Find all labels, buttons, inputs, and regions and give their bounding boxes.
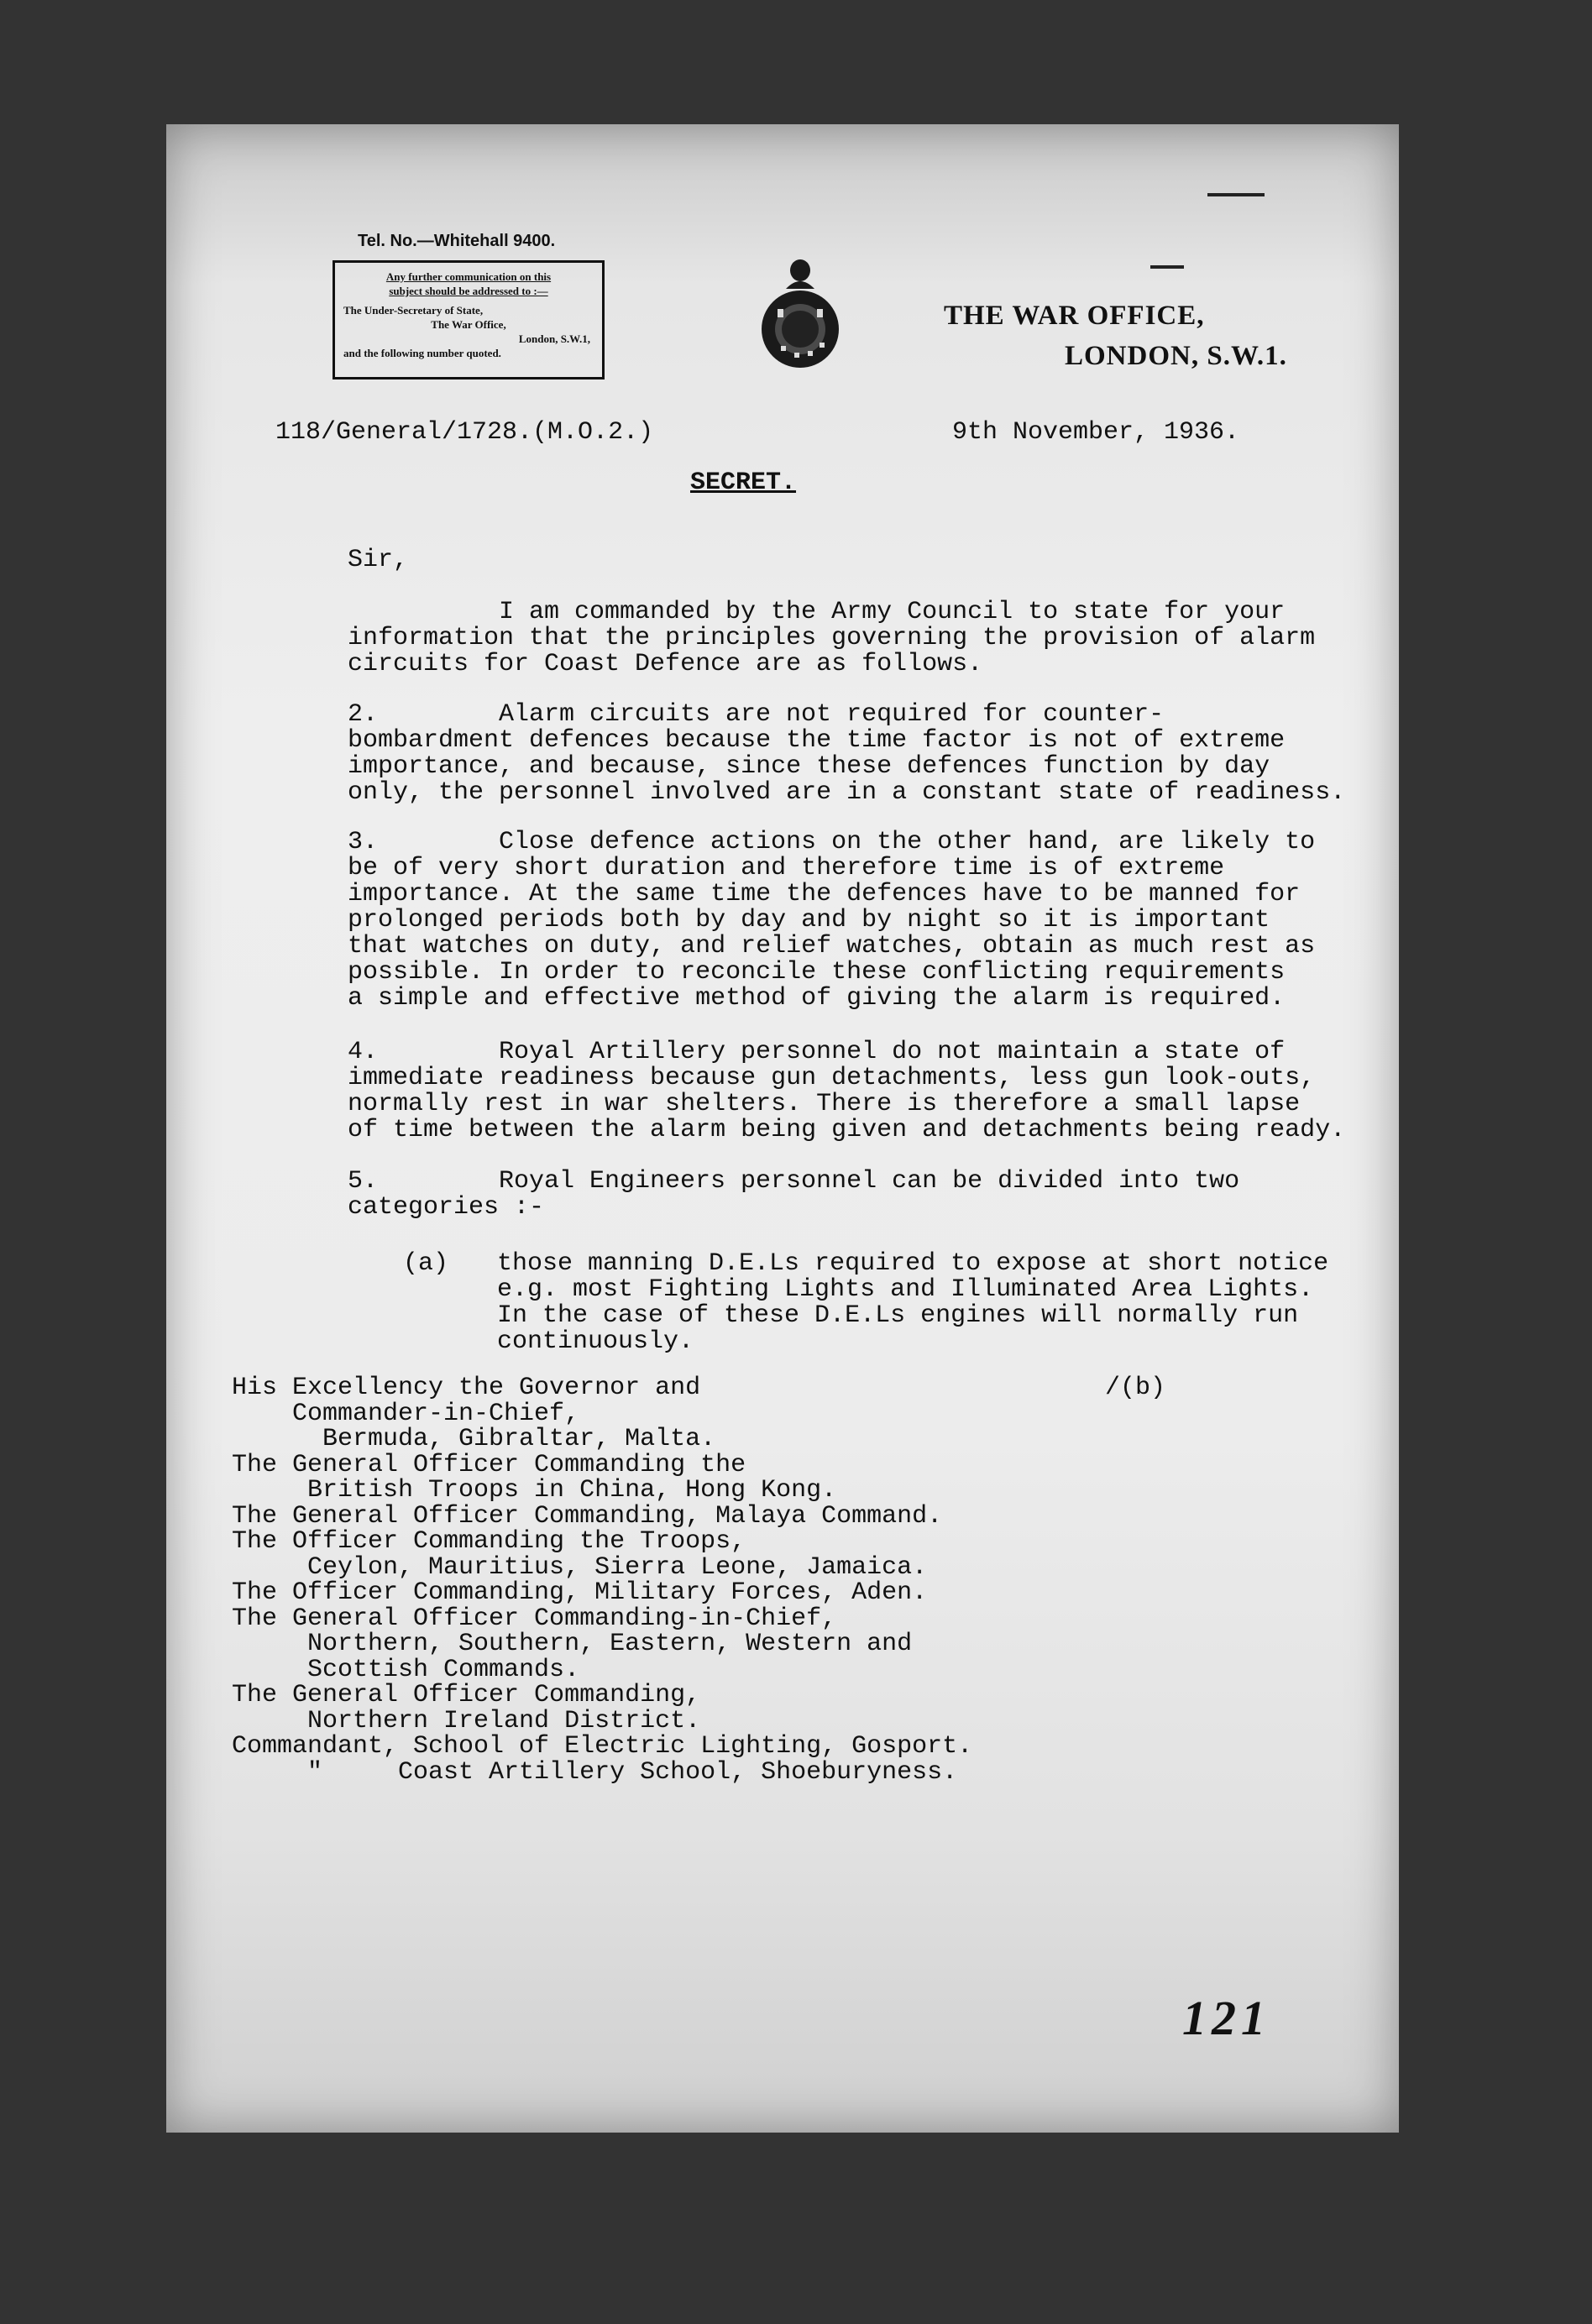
distribution-list bbox=[232, 1375, 972, 1785]
paragraph-line: Royal Artillery personnel do not maintain a state of bbox=[499, 1038, 1286, 1066]
subparagraph-line: In the case of these D.E.Ls engines will normally run bbox=[497, 1301, 1299, 1330]
distribution-line: The Officer Commanding the Troops, bbox=[232, 1527, 746, 1556]
distribution-line: The Officer Commanding, Military Forces, Aden. bbox=[232, 1578, 928, 1607]
distribution-line: Commander-in-Chief, bbox=[232, 1399, 580, 1428]
subparagraph-a bbox=[403, 1251, 1328, 1355]
distribution-line: British Troops in China, Hong Kong. bbox=[232, 1476, 837, 1505]
distribution-line: The General Officer Commanding-in-Chief, bbox=[232, 1604, 837, 1633]
distribution-line: The General Officer Commanding, bbox=[232, 1681, 701, 1709]
subparagraph-line: continuously. bbox=[497, 1327, 694, 1356]
distribution-line: The General Officer Commanding the bbox=[232, 1450, 746, 1479]
paragraph-line: a simple and effective method of giving the alarm is required. bbox=[348, 984, 1286, 1013]
paragraph-line: Close defence actions on the other hand, are likely to bbox=[499, 828, 1316, 856]
paragraph-line: that watches on duty, and relief watches, obtain as much rest as bbox=[348, 932, 1316, 960]
paragraph-2 bbox=[348, 702, 1345, 806]
page-number: 121 bbox=[1182, 1991, 1270, 2045]
ink-mark bbox=[1207, 193, 1265, 196]
distribution-line: Scottish Commands. bbox=[232, 1655, 580, 1684]
paragraph-line: circuits for Coast Defence are as follows. bbox=[348, 650, 983, 678]
address-instruction-box bbox=[333, 260, 605, 379]
subparagraph-label: (a) bbox=[403, 1249, 449, 1278]
paragraph-line: I am commanded by the Army Council to state for your bbox=[499, 598, 1286, 626]
subparagraph-line: those manning D.E.Ls required to expose at short notice bbox=[497, 1249, 1329, 1278]
paragraph-line: of time between the alarm being given and detachments being ready. bbox=[348, 1116, 1346, 1144]
box-line: subject should be addressed to :— bbox=[389, 285, 548, 297]
letter-page bbox=[166, 124, 1399, 2133]
continuation-marker: /(b) bbox=[1105, 1374, 1166, 1402]
royal-crest-icon bbox=[756, 255, 845, 373]
reference-number: 118/General/1728.(M.O.2.) bbox=[275, 418, 654, 447]
distribution-line: Northern Ireland District. bbox=[232, 1706, 701, 1735]
paragraph-number: 2. bbox=[348, 700, 379, 729]
distribution-line: " Coast Artillery School, Shoeburyness. bbox=[232, 1757, 958, 1787]
paragraph-line: importance, and because, since these defences function by day bbox=[348, 752, 1270, 781]
office-address: LONDON, S.W.1. bbox=[1065, 341, 1287, 371]
paragraph-line: immediate readiness because gun detachments, less gun look-outs, bbox=[348, 1064, 1316, 1092]
letter-date: 9th November, 1936. bbox=[952, 418, 1240, 447]
distribution-line: Commandant, School of Electric Lighting, Gosport. bbox=[232, 1732, 973, 1761]
paragraph-line: be of very short duration and therefore time is of extreme bbox=[348, 854, 1225, 882]
paragraph-line: Royal Engineers personnel can be divided into two bbox=[499, 1167, 1240, 1196]
distribution-line: The General Officer Commanding, Malaya Command. bbox=[232, 1501, 943, 1531]
paragraph-number: 4. bbox=[348, 1038, 379, 1066]
telephone-line: Tel. No.—Whitehall 9400. bbox=[358, 232, 556, 250]
subparagraph-line: e.g. most Fighting Lights and Illuminated Area Lights. bbox=[497, 1275, 1314, 1304]
box-line: and the following number quoted. bbox=[343, 347, 501, 359]
paragraph-number: 5. bbox=[348, 1167, 379, 1196]
paragraph-line: information that the principles governing the provision of alarm bbox=[348, 624, 1316, 652]
paragraph-line: Alarm circuits are not required for counter- bbox=[499, 700, 1165, 729]
distribution-line: Bermuda, Gibraltar, Malta. bbox=[232, 1425, 716, 1453]
salutation: Sir, bbox=[348, 546, 409, 574]
distribution-line: Ceylon, Mauritius, Sierra Leone, Jamaica. bbox=[232, 1552, 928, 1582]
box-line: The War Office, bbox=[431, 318, 506, 331]
box-line: London, S.W.1, bbox=[518, 332, 590, 345]
distribution-line: His Excellency the Governor and bbox=[232, 1374, 701, 1402]
box-line: The Under-Secretary of State, bbox=[343, 304, 484, 317]
distribution-line: Northern, Southern, Eastern, Western and bbox=[232, 1630, 913, 1658]
paragraph-1 bbox=[348, 599, 1315, 678]
ink-mark bbox=[1150, 265, 1184, 269]
paragraph-line: normally rest in war shelters. There is therefore a small lapse bbox=[348, 1090, 1301, 1118]
paragraph-4 bbox=[348, 1039, 1345, 1144]
paragraph-3 bbox=[348, 830, 1315, 1012]
paragraph-5 bbox=[348, 1169, 1239, 1221]
box-line: Any further communication on this bbox=[385, 270, 552, 283]
paragraph-line: prolonged periods both by day and by night so it is important bbox=[348, 906, 1270, 934]
classification-heading: SECRET. bbox=[690, 468, 797, 497]
paragraph-line: bombardment defences because the time factor is not of extreme bbox=[348, 726, 1286, 755]
paragraph-line: only, the personnel involved are in a constant state of readiness. bbox=[348, 778, 1346, 807]
paragraph-line: categories :- bbox=[348, 1193, 545, 1222]
paragraph-number: 3. bbox=[348, 828, 379, 856]
paragraph-line: possible. In order to reconcile these conflicting requirements bbox=[348, 958, 1286, 987]
office-name: THE WAR OFFICE, bbox=[944, 301, 1205, 331]
paragraph-line: importance. At the same time the defences have to be manned for bbox=[348, 880, 1301, 908]
